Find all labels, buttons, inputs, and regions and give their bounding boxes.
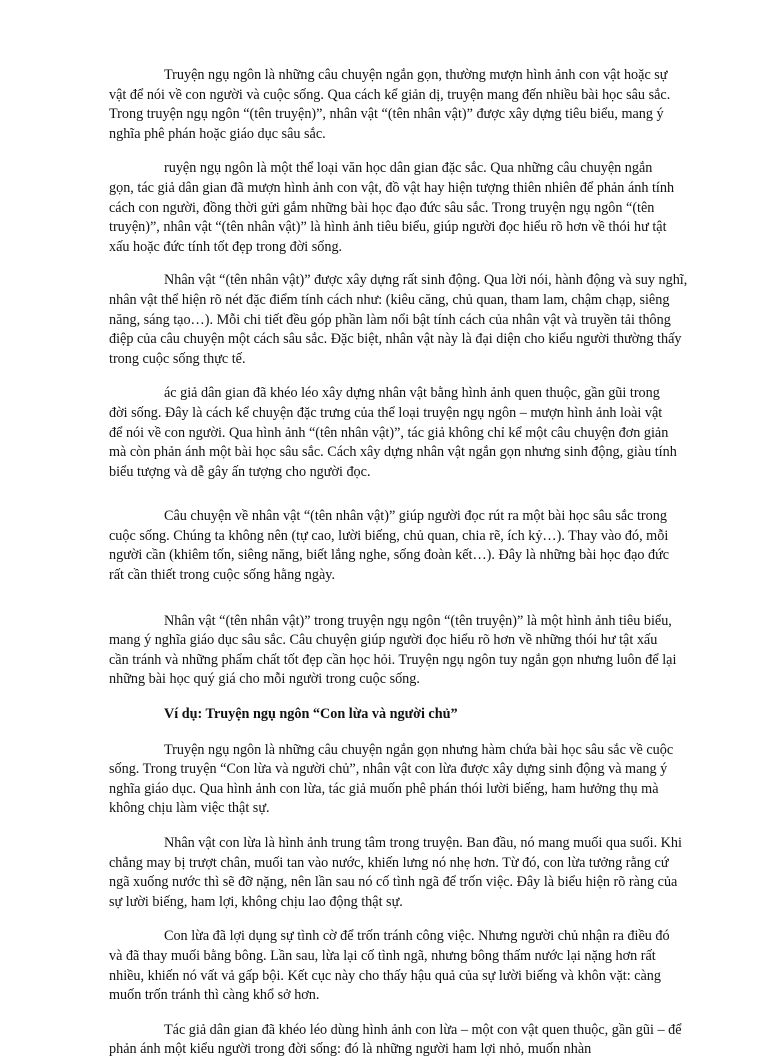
paragraph: ruyện ngụ ngôn là một thể loại văn học dân gian đặc sắc. Qua những câu chuyện ngắn gọn, tác giả dân gian đã mượn hình ảnh con vật, đồ vật hay hiện tượng thiên nhiên để phản ánh tính cách con người, đồng thời gửi gắm những bài học đạo đức sâu sắc. Trong truyện ngụ ngôn “(tên truyện)”, nhân vật “(tên nhân vật)” là hình ảnh tiêu biểu, giúp người đọc hiểu rõ hơn về thói hư tật xấu hoặc đức tính tốt đẹp trong đời sống.	[109, 160, 675, 255]
paragraph: Con lừa đã lợi dụng sự tình cờ để trốn tránh công việc. Nhưng người chủ nhận ra điều đó và đã thay muối bằng bông. Lần sau, lừa lại cố tình ngã, nhưng bông thấm nước lại nặng hơn rất nhiều, khiến nó vất vả gấp bội. Kết cục này cho thấy hậu quả của sự lười biếng và khôn vặt: càng muốn trốn tránh thì càng khổ sở hơn.	[109, 928, 670, 1004]
paragraph: ác giả dân gian đã khéo léo xây dựng nhân vật bằng hình ảnh quen thuộc, gần gũi trong đời sống. Đây là cách kể chuyện đặc trưng của thể loại truyện ngụ ngôn – mượn hình ảnh loài vật để nói về con người. Qua hình ảnh “(tên nhân vật)”, tác giả không chỉ kể một câu chuyện đơn giản mà còn phản ánh một bài học sâu sắc. Cách xây dựng nhân vật ngắn gọn nhưng sinh động, giàu tính biểu tượng và dễ gây ấn tượng cho người đọc.	[109, 385, 677, 480]
paragraph: Truyện ngụ ngôn là những câu chuyện ngắn gọn nhưng hàm chứa bài học sâu sắc về cuộc sống. Trong truyện “Con lừa và người chủ”, nhân vật con lừa được xây dựng sinh động và mang ý nghĩa giáo dục. Qua hình ảnh con lừa, tác giả muốn phê phán thói lười biếng, ham hưởng thụ mà không chịu làm việc thật sự.	[109, 741, 674, 817]
paragraph: Nhân vật con lừa là hình ảnh trung tâm trong truyện. Ban đầu, nó mang muối qua suối. Khi chẳng may bị trượt chân, muối tan vào nước, khiến lưng nó nhẹ hơn. Từ đó, con lừa tưởng rằng cứ ngã xuống nước thì sẽ đỡ nặng, nên lần sau nó cố tình ngã để trốn việc. Đây là biểu hiện rõ ràng của sự lười biếng, ham lợi, không chịu lao động thật sự.	[109, 835, 682, 910]
paragraph: Truyện ngụ ngôn là những câu chuyện ngắn gọn, thường mượn hình ảnh con vật hoặc sự vật để nói về con người và cuộc sống. Qua cách kể giản dị, truyện mang đến nhiều bài học sâu sắc. Trong truyện ngụ ngôn “(tên truyện)”, nhân vật “(tên nhân vật)” được xây dựng tiêu biểu, mang ý nghĩa phê phán hoặc giáo dục sâu sắc.	[109, 67, 671, 142]
document-body	[109, 66, 689, 1060]
paragraph: Nhân vật “(tên nhân vật)” được xây dựng rất sinh động. Qua lời nói, hành động và suy nghĩ, nhân vật thể hiện rõ nét đặc điểm tính cách như: (kiêu căng, chủ quan, tham lam, chậm chạp, siêng năng, sáng tạo…). Mỗi chi tiết đều góp phần làm nổi bật tính cách của nhân vật và truyền tải thông điệp của câu chuyện một cách sâu sắc. Đặc biệt, nhân vật này là đại diện cho kiểu người thường thấy trong cuộc sống thực tế.	[109, 272, 688, 367]
example-heading: Ví dụ: Truyện ngụ ngôn “Con lừa và người chủ”	[164, 706, 458, 723]
paragraph: Câu chuyện về nhân vật “(tên nhân vật)” giúp người đọc rút ra một bài học sâu sắc trong cuộc sống. Chúng ta không nên (tự cao, lười biếng, chủ quan, chia rẽ, ích kỷ…). Thay vào đó, mỗi người cần (khiêm tốn, siêng năng, biết lắng nghe, sống đoàn kết…). Đây là những bài học đạo đức rất cần thiết trong cuộc sống hằng ngày.	[109, 508, 670, 584]
paragraph: Tác giả dân gian đã khéo léo dùng hình ảnh con lừa – một con vật quen thuộc, gần gũi – để phản ánh một kiểu người trong đời sống: đó là những người ham lợi nhỏ, muốn nhàn	[109, 1021, 682, 1058]
paragraph: Nhân vật “(tên nhân vật)” trong truyện ngụ ngôn “(tên truyện)” là một hình ảnh tiêu biểu, mang ý nghĩa giáo dục sâu sắc. Câu chuyện giúp người đọc hiểu rõ hơn về những thói hư tật xấu cần tránh và những phẩm chất tốt đẹp cần học hỏi. Truyện ngụ ngôn tuy ngắn gọn nhưng luôn để lại những bài học quý giá cho mỗi người trong cuộc sống.	[109, 612, 677, 688]
